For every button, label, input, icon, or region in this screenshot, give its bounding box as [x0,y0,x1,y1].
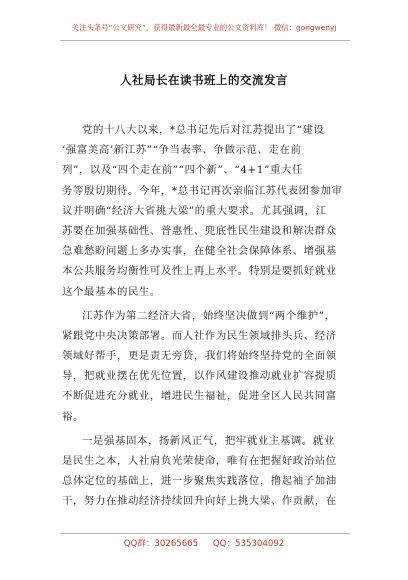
qq-number: QQ：535304092 [212,539,285,549]
paragraph [62,306,350,427]
header-note: 关注头条号“公文研究”，获得最新最全最专业的公文资料库！ 微信：gongwenyj [71,23,337,32]
text-line: 本公共服务均衡性可及性上再上水平。特别是要抓好就业 [62,265,337,278]
document-title: 人社局长在读书班上的交流发言 [120,73,288,87]
header-divider [60,40,350,41]
text-line: 务等殷切期待。今年，*总书记再次亲临江苏代表团参加审 [62,184,343,197]
qq-group-number: QQ群：30265665 [123,539,199,549]
text-line: ‘强富美高’新江苏”“争当表率、争做示范、走在前 [62,144,302,157]
text-line: 裕。 [62,410,84,423]
text-line: 是民生之本，人社肩负光荣使命，唯有在把握好政治站位 [62,455,337,467]
text-line: 导，把就业摆在优先位置，以作风建设推动就业扩容提质 [62,370,337,383]
text-line: 列”，以及“四个走在前”“四个新”、“4+1”重大任 [62,164,303,177]
paragraph [62,120,350,302]
footer-divider [60,533,350,534]
text-line: 干，努力在推动经济持续回升向好上挑大梁、作贡献，在 [62,495,337,508]
text-line: 领域好帮手，更是责无旁贷，我们将始终坚持党的全面领 [62,350,337,363]
text-line: 不断促进充分就业，增进民生福祉，促进全区人民共同富 [62,390,337,403]
document-body [62,120,350,512]
text-line: 党的十八大以来，*总书记先后对江苏提出了“建设 [82,124,325,136]
text-line: 一是强基固本，扬新风正气，把牢就业主基调。就业 [82,434,335,447]
text-line: 总体定位的基础上，进一步聚焦实践落位，撸起袖子加油 [62,475,337,488]
text-line: 议并明确“经济大省挑大梁”的重大要求。尤其强调，江 [62,204,327,217]
text-line: 江苏作为第二经济大省，始终坚决做到“两个维护”， [82,309,336,322]
text-line: 急难愁盼问题上多办实事，在健全社会保障体系、增强基 [62,245,337,258]
text-line: 紧跟党中央决策部署。而人社作为民生领域排头兵、经济 [62,329,337,342]
text-line: 这个最基本的民生。 [62,285,161,298]
text-line: 苏要在加强基础性、普惠性、兜底性民生建设和解决群众 [62,224,337,237]
footer-contact [0,537,408,549]
paragraph [62,431,350,512]
